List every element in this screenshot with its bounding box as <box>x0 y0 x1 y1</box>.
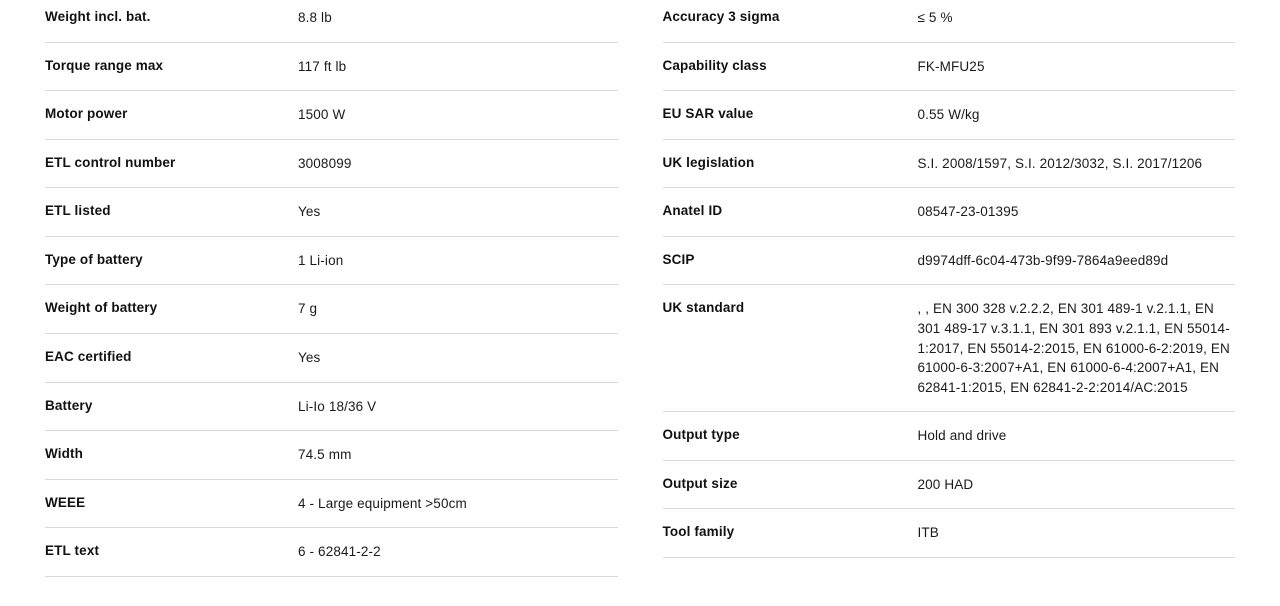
spec-row <box>45 188 618 237</box>
spec-row <box>663 0 1236 43</box>
spec-value: 117 ft lb <box>298 58 347 74</box>
spec-value: Li-Io 18/36 V <box>298 398 377 414</box>
spec-row <box>45 528 618 577</box>
spec-label: Weight incl. bat. <box>45 9 151 24</box>
spec-row <box>45 480 618 529</box>
spec-row <box>45 383 618 432</box>
spec-row <box>45 334 618 383</box>
spec-value: 0.55 W/kg <box>917 107 980 123</box>
spec-row <box>45 237 618 286</box>
spec-row <box>663 91 1236 140</box>
spec-label: Output type <box>662 427 740 443</box>
spec-row <box>663 43 1236 92</box>
spec-label: Motor power <box>45 106 128 122</box>
spec-row <box>663 509 1236 558</box>
spec-value: 7 g <box>298 301 318 317</box>
spec-label: Battery <box>45 397 93 413</box>
spec-row <box>45 140 618 189</box>
spec-value: 6 - 62841-2-2 <box>298 544 381 560</box>
spec-value: 08547-23-01395 <box>917 204 1019 220</box>
spec-label: UK standard <box>662 300 745 316</box>
spec-value: FK-MFU25 <box>917 58 985 74</box>
spec-value: 1 Li-ion <box>298 252 344 268</box>
spec-label: Torque range max <box>45 57 164 73</box>
spec-label: Type of battery <box>45 251 143 267</box>
spec-value: 1500 W <box>298 107 346 123</box>
spec-row <box>663 237 1236 286</box>
spec-label: Weight of battery <box>45 300 158 316</box>
spec-label: WEEE <box>45 494 86 510</box>
spec-label: Capability class <box>662 57 767 73</box>
spec-value: 3008099 <box>298 155 352 171</box>
spec-value: 8.8 lb <box>298 10 332 25</box>
spec-row <box>663 285 1236 412</box>
spec-label: SCIP <box>662 251 695 267</box>
specifications-right-column <box>663 0 1236 577</box>
spec-value: Hold and drive <box>917 428 1007 444</box>
spec-label: ETL control number <box>45 154 176 170</box>
spec-label: Width <box>45 446 84 462</box>
spec-value: 74.5 mm <box>298 447 352 463</box>
spec-value: 4 - Large equipment >50cm <box>298 495 467 511</box>
spec-label: UK legislation <box>662 154 755 170</box>
spec-value: Yes <box>298 349 321 365</box>
spec-row <box>45 431 618 480</box>
spec-row <box>663 412 1236 461</box>
spec-row <box>45 91 618 140</box>
spec-label: EAC certified <box>45 348 132 364</box>
spec-label: Output size <box>662 475 738 491</box>
spec-label: ETL text <box>45 543 100 559</box>
spec-row <box>663 140 1236 189</box>
spec-value: ITB <box>917 525 939 541</box>
spec-value: S.I. 2008/1597, S.I. 2012/3032, S.I. 2017/1206 <box>917 155 1203 171</box>
spec-row <box>45 0 618 43</box>
spec-value: ≤ 5 % <box>917 10 953 25</box>
spec-value: , , EN 300 328 v.2.2.2, EN 301 489-1 v.2.1.1, EN 301 489-17 v.3.1.1, EN 301 893 v.2.1.1, EN 55014-1:2017, EN 55014-2:2015, EN 61000-6-2:2019, EN 61000-6-3:2007+A1, EN 61000-6-4:2007+A1, EN 62841-1:2015, EN 62841-2-2:2014/AC:2015 <box>917 301 1230 395</box>
spec-label: Tool family <box>662 524 735 540</box>
spec-value: Yes <box>298 204 321 220</box>
spec-label: Anatel ID <box>662 203 723 219</box>
spec-label: EU SAR value <box>662 106 754 122</box>
spec-value: d9974dff-6c04-473b-9f99-7864a9eed89d <box>917 252 1169 268</box>
spec-label: Accuracy 3 sigma <box>662 9 780 24</box>
spec-row <box>663 461 1236 510</box>
spec-value: 200 HAD <box>917 476 974 492</box>
specifications-left-column <box>45 0 618 577</box>
spec-label: ETL listed <box>45 203 111 219</box>
spec-row <box>45 285 618 334</box>
spec-row <box>45 43 618 92</box>
spec-row <box>663 188 1236 237</box>
